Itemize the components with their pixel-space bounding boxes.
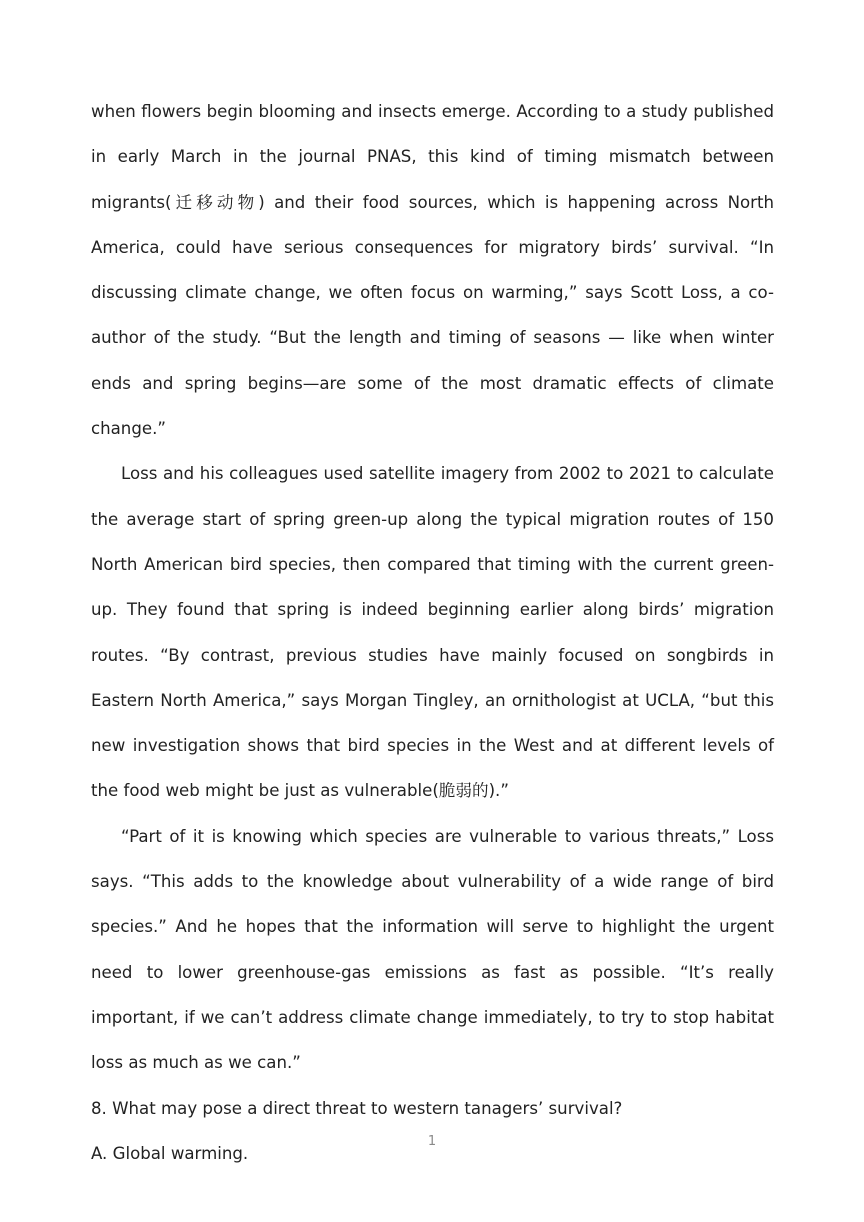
question-8: 8. What may pose a direct threat to western tanagers’ survival? <box>91 1098 623 1118</box>
page-number: 1 <box>427 1134 437 1149</box>
paragraph-continuation: when flowers begin blooming and insects emerge. According to a study published in early March in the journal PNAS, this kind of timing mismatch between migrants(迁移动物) and their food sources, which is happening across North America, could have serious consequences for migratory birds’ survival. “In discussing climate change, we often focus on warming,” says Scott Loss, a co-author of the study. “But the length and timing of seasons — like when winter ends and spring begins—are some of the most dramatic effects of climate change.” <box>91 102 774 439</box>
option-a: A. Global warming. <box>91 1143 249 1163</box>
paragraph-loss-quote: “Part of it is knowing which species are vulnerable to various threats,” Loss says. “This adds to the knowledge about vulnerability of a wide range of bird species.” And he hopes that the information will serve to highlight the urgent need to lower greenhouse-gas emissions as fast as possible. “It’s really important, if we can’t address climate change immediately, to try to stop habitat loss as much as we can.” <box>91 826 774 1073</box>
document-body <box>91 89 774 1176</box>
paragraph-satellite-study: Loss and his colleagues used satellite imagery from 2002 to 2021 to calculate the average start of spring green-up along the typical migration routes of 150 North American bird species, then compared that timing with the current green-up. They found that spring is indeed beginning earlier along birds’ migration routes. “By contrast, previous studies have mainly focused on songbirds in Eastern North America,” says Morgan Tingley, an ornithologist at UCLA, “but this new investigation shows that bird species in the West and at different levels of the food web might be just as vulnerable(脆弱的).” <box>91 464 774 801</box>
